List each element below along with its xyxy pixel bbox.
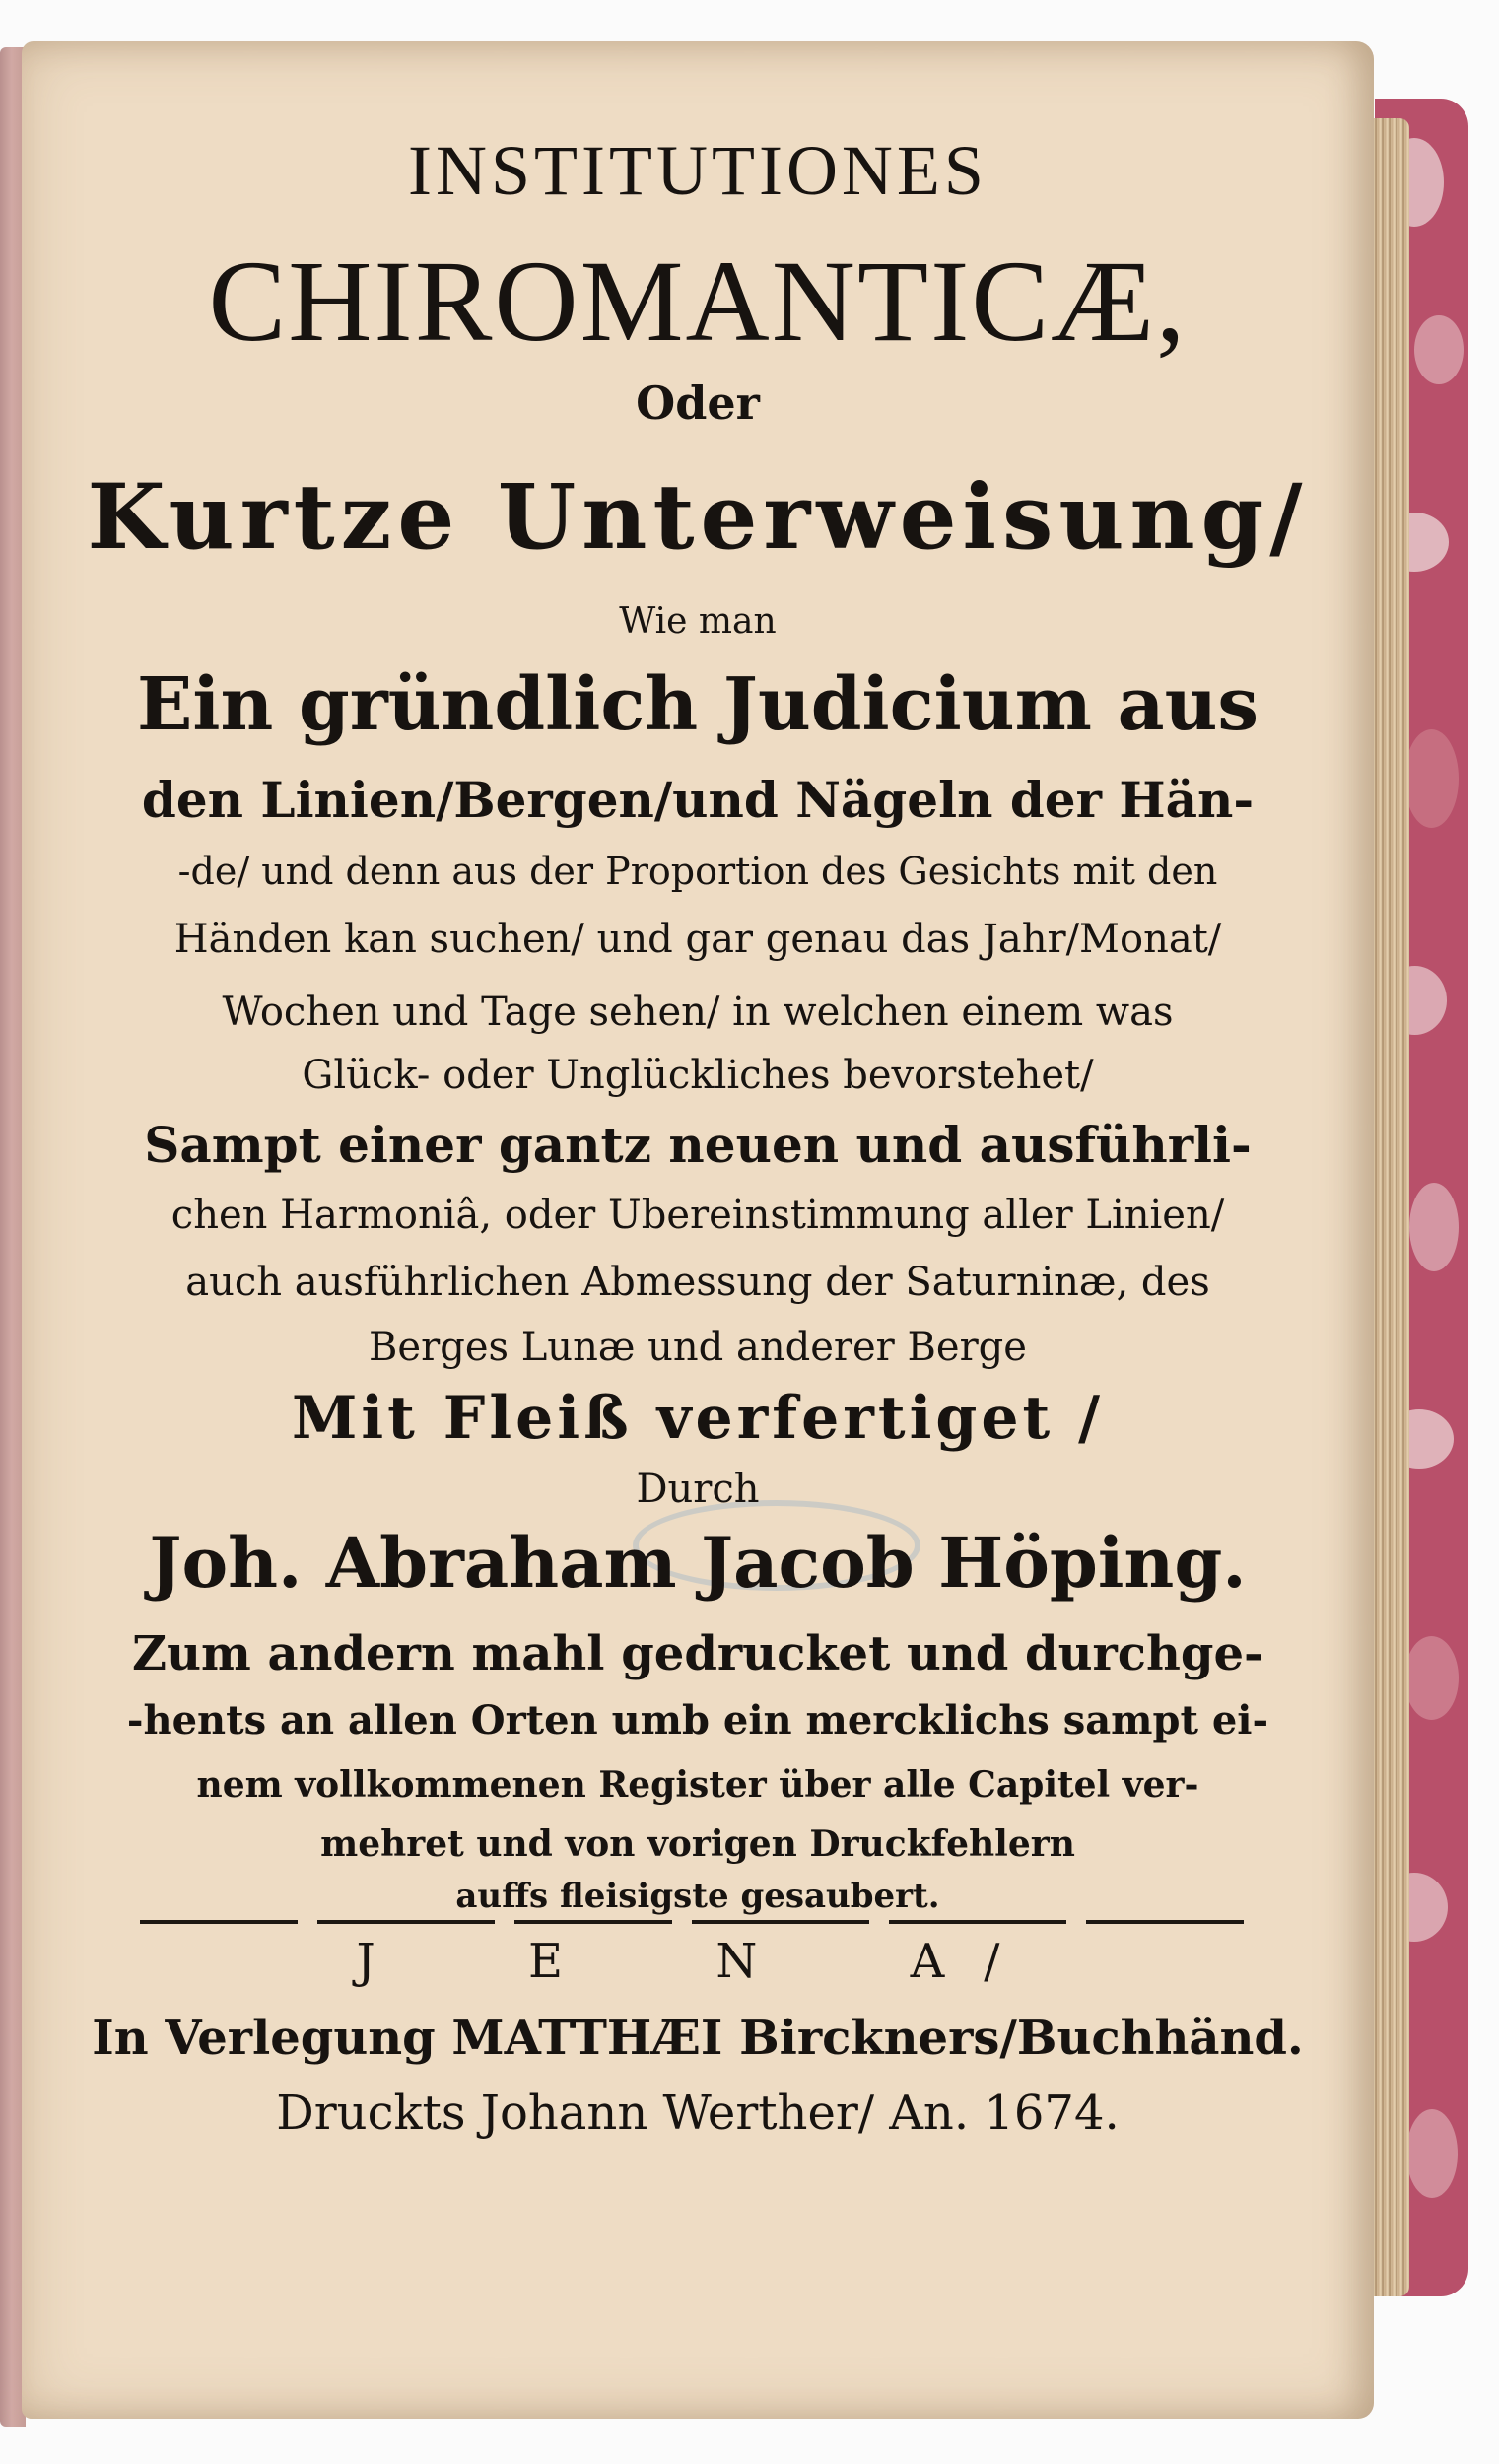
divider-rule-5	[889, 1920, 1066, 1924]
printer-line: Druckts Johann Werther/ An. 1674.	[276, 2086, 1120, 2141]
mit-fleiss-line: Mit Fleiß verfertiget /	[291, 1384, 1105, 1453]
edition-line-4: mehret und von vorigen Druckfehlern	[320, 1823, 1075, 1865]
body-line-8: chen Harmoniâ, oder Ubereinstimmung aller Linien/	[170, 1193, 1225, 1238]
oder-line: Oder	[636, 376, 760, 430]
title-line-1: INSTITUTIONES	[408, 131, 988, 210]
subtitle: Kurtze Unterweisung/	[87, 465, 1309, 570]
edition-line-2: -hents an allen Orten umb ein mercklichs sampt ei-	[126, 1697, 1269, 1744]
divider-rule-3	[514, 1920, 672, 1924]
body-line-3: -de/ und denn aus der Proportion des Gesichts mit den	[177, 850, 1218, 893]
body-line-7: Sampt einer gantz neuen und ausführli-	[144, 1116, 1252, 1174]
body-line-1: Ein gründlich Judicium aus	[136, 662, 1260, 747]
title-page	[22, 41, 1374, 2419]
divider-rule-2	[317, 1920, 495, 1924]
place-line: J E N A/	[356, 1934, 1040, 1989]
divider-rule-1	[140, 1920, 298, 1924]
body-line-5: Wochen und Tage sehen/ in welchen einem was	[222, 990, 1174, 1035]
divider-rule-6	[1086, 1920, 1244, 1924]
body-line-2: den Linien/Bergen/und Nägeln der Hän-	[141, 771, 1255, 829]
wie-man-line: Wie man	[619, 601, 777, 642]
edition-line-5: auffs fleisigste gesaubert.	[455, 1877, 940, 1916]
edition-line-3: nem vollkommenen Register über alle Capitel ver-	[196, 1764, 1199, 1806]
author-name: Joh. Abraham Jacob Höping.	[149, 1522, 1247, 1604]
body-line-9: auch ausführlichen Abmessung der Saturninæ, des	[185, 1260, 1210, 1305]
publisher-line: In Verlegung MATTHÆI Birckners/Buchhänd.	[92, 2011, 1304, 2066]
edition-line-1: Zum andern mahl gedrucket und durchge-	[132, 1626, 1263, 1681]
durch-line: Durch	[636, 1467, 760, 1512]
divider-rule-4	[692, 1920, 869, 1924]
body-line-6: Glück- oder Unglückliches bevorstehet/	[302, 1053, 1094, 1098]
title-line-2: CHIROMANTICÆ,	[208, 237, 1188, 366]
body-line-4: Händen kan suchen/ und gar genau das Jahr/Monat/	[173, 917, 1222, 962]
body-line-10: Berges Lunæ und anderer Berge	[369, 1325, 1027, 1370]
